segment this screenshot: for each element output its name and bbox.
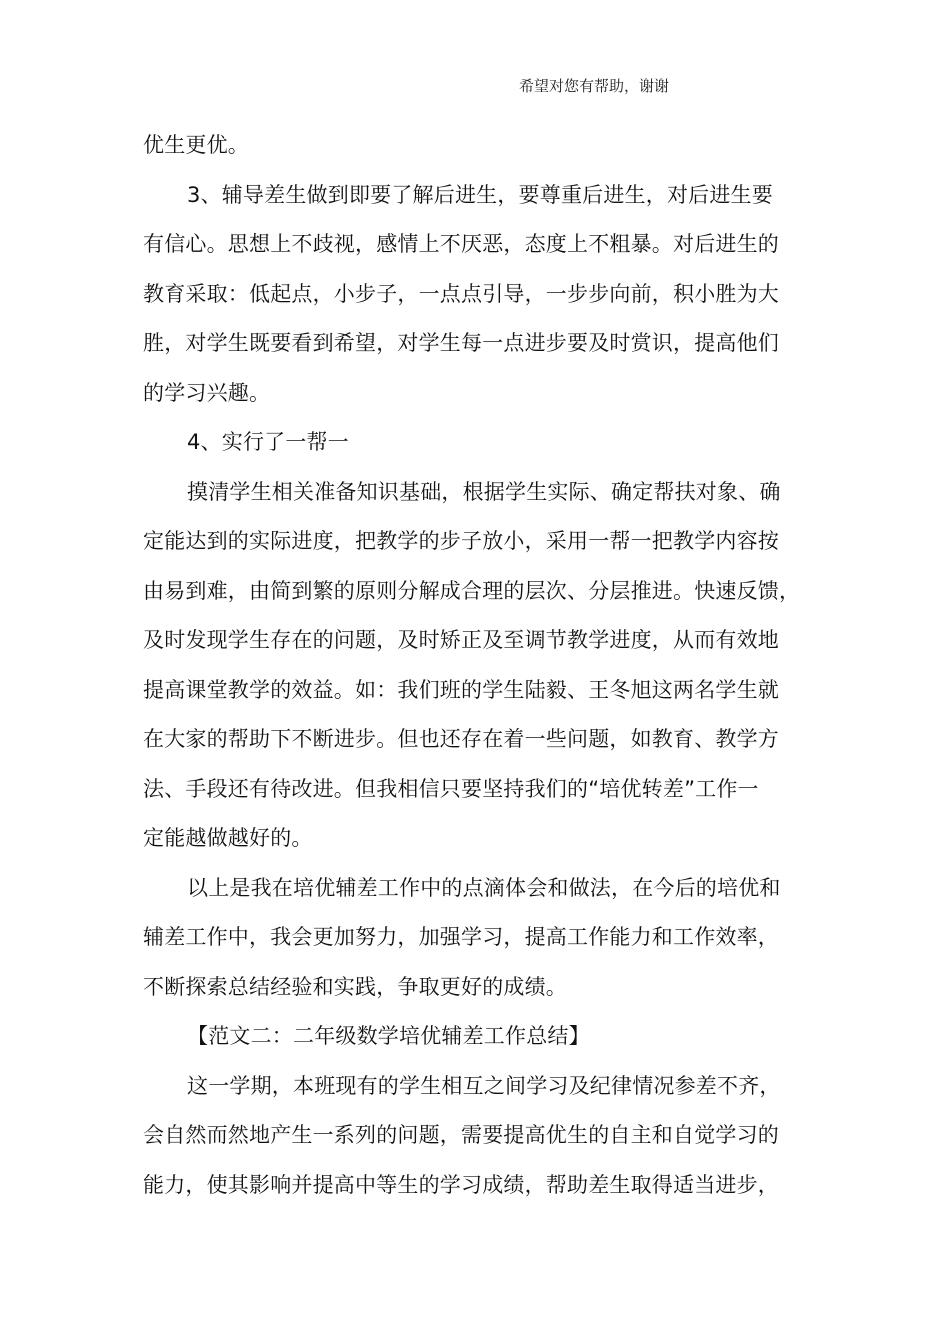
text-line-1: 优生更优。 bbox=[143, 133, 249, 157]
text-line-3: 有信心。思想上不歧视，感情上不厌恶，态度上不粗暴。对后进生的 bbox=[143, 232, 779, 256]
text-line-9: 定能达到的实际进度，把教学的步子放小，采用一帮一把教学内容按 bbox=[143, 529, 779, 553]
text-line-2: 3、辅导差生做到即要了解后进生，要尊重后进生，对后进生要 bbox=[187, 182, 773, 207]
text-line-22: 能力，使其影响并提高中等生的学习成绩，帮助差生取得适当进步， bbox=[143, 1172, 779, 1197]
text-line-7: 4、实行了一帮一 bbox=[187, 430, 349, 454]
text-line-19: 【范文二：二年级数学培优辅差工作总结】 bbox=[187, 1024, 590, 1048]
text-line-4: 教育采取：低起点，小步子，一点点引导，一步步向前，积小胜为大 bbox=[143, 281, 779, 306]
page-header: 希望对您有帮助，谢谢 bbox=[519, 77, 670, 95]
text-line-6: 的学习兴趣。 bbox=[143, 380, 271, 405]
text-line-15: 定能越做越好的。 bbox=[143, 826, 313, 850]
document-body bbox=[143, 121, 811, 1210]
text-line-17: 辅差工作中，我会更加努力，加强学习，提高工作能力和工作效率， bbox=[143, 925, 779, 949]
text-line-10: 由易到难，由简到繁的原则分解成合理的层次、分层推进。快速反馈， bbox=[143, 578, 801, 603]
text-line-20: 这一学期，本班现有的学生相互之间学习及纪律情况参差不齐， bbox=[187, 1073, 781, 1098]
text-line-14: 法、手段还有待改进。但我相信只要坚持我们的“培优转差”工作一 bbox=[143, 776, 759, 801]
text-line-18: 不断探索总结经验和实践，争取更好的成绩。 bbox=[143, 974, 567, 999]
text-line-11: 及时发现学生存在的问题，及时矫正及至调节教学进度，从而有效地 bbox=[143, 628, 779, 652]
text-line-16: 以上是我在培优辅差工作中的点滴体会和做法，在今后的培优和 bbox=[187, 875, 781, 900]
text-line-13: 在大家的帮助下不断进步。但也还存在着一些问题，如教育、教学方 bbox=[143, 727, 779, 751]
text-line-8: 摸清学生相关准备知识基础，根据学生实际、确定帮扶对象、确 bbox=[187, 479, 781, 504]
text-line-5: 胜，对学生既要看到希望，对学生每一点进步要及时赏识，提高他们 bbox=[143, 331, 779, 355]
text-line-12: 提高课堂教学的效益。如：我们班的学生陆毅、王冬旭这两名学生就 bbox=[143, 677, 779, 702]
text-line-21: 会自然而然地产生一系列的问题，需要提高优生的自主和自觉学习的 bbox=[143, 1123, 779, 1147]
